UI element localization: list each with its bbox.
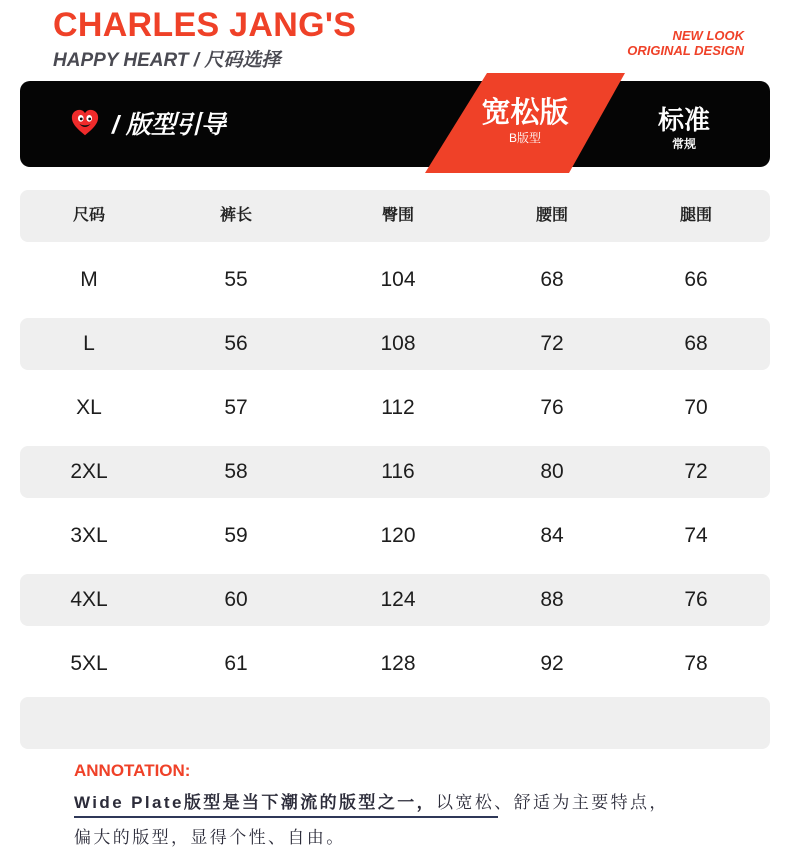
cell-hip: 104 — [380, 268, 416, 291]
fit-guide-label: / 版型引导 — [112, 111, 226, 139]
annotation-line-2: 偏大的版型，显得个性、自由。 — [74, 828, 346, 847]
table-row — [20, 446, 770, 498]
cell-waist: 76 — [540, 396, 564, 419]
size-table-header — [20, 190, 770, 242]
header-size: 尺码 — [72, 207, 105, 224]
cell-pants-length: 55 — [224, 268, 248, 291]
cell-waist: 68 — [540, 268, 564, 291]
cell-thigh: 78 — [684, 652, 708, 675]
annotation-underline — [74, 816, 498, 818]
tagline-line-1: NEW LOOK — [672, 28, 744, 43]
cell-size: 3XL — [70, 524, 108, 547]
fit-option-standard-label: 标准 — [657, 105, 710, 135]
table-blank-row — [20, 697, 770, 749]
cell-waist: 80 — [540, 460, 564, 483]
cell-thigh: 70 — [684, 396, 708, 419]
cell-thigh: 66 — [684, 268, 708, 291]
annotation-title: ANNOTATION: — [74, 761, 191, 780]
cell-hip: 120 — [380, 524, 416, 547]
table-row — [20, 574, 770, 626]
cell-pants-length: 59 — [224, 524, 248, 547]
annotation-line-1-rest: 以宽松、舒适为主要特点， — [436, 793, 669, 812]
cell-size: 4XL — [70, 588, 108, 611]
cell-thigh: 68 — [684, 332, 708, 355]
cell-size: M — [80, 268, 98, 291]
table-row — [20, 318, 770, 370]
fit-option-loose[interactable] — [425, 73, 625, 173]
header-waist: 腰围 — [535, 207, 568, 224]
cell-pants-length: 61 — [224, 652, 248, 675]
cell-hip: 116 — [381, 460, 415, 483]
header-pants-length: 裤长 — [219, 207, 252, 224]
cell-waist: 88 — [540, 588, 564, 611]
cell-size: 5XL — [70, 652, 108, 675]
cell-thigh: 72 — [684, 460, 708, 483]
cell-thigh: 76 — [684, 588, 708, 611]
header-thigh: 腿围 — [679, 207, 712, 224]
cell-hip: 108 — [380, 332, 416, 355]
table-row — [20, 382, 770, 434]
fit-option-standard-sub: 常规 — [671, 137, 696, 151]
annotation-lead: Wide Plate版型是当下潮流的版型之一， — [74, 793, 437, 812]
cell-hip: 112 — [381, 396, 415, 419]
cell-pants-length: 60 — [224, 588, 248, 611]
cell-hip: 128 — [380, 652, 416, 675]
table-row — [20, 510, 770, 562]
cell-pants-length: 57 — [224, 396, 248, 419]
cell-pants-length: 58 — [224, 460, 248, 483]
cell-size: XL — [76, 396, 102, 419]
brand-subtitle: HAPPY HEART / 尺码选择 — [53, 50, 281, 71]
cell-waist: 84 — [540, 524, 564, 547]
table-row — [20, 638, 770, 690]
cell-thigh: 74 — [684, 524, 708, 547]
brand-tagline — [627, 28, 744, 58]
tagline-line-2: ORIGINAL DESIGN — [627, 43, 744, 58]
cell-hip: 124 — [380, 588, 416, 611]
fit-option-loose-label: 宽松版 — [481, 97, 569, 129]
fit-guide-banner — [20, 81, 770, 167]
cell-waist: 72 — [540, 332, 564, 355]
cell-size: 2XL — [70, 460, 108, 483]
brand-title: CHARLES JANG'S — [53, 6, 357, 44]
fit-option-loose-sub: B版型 — [508, 131, 541, 145]
table-row — [20, 254, 770, 306]
cell-waist: 92 — [540, 652, 564, 675]
cell-size: L — [83, 332, 95, 355]
annotation-line-1 — [74, 788, 669, 813]
size-table — [20, 190, 770, 702]
header-hip: 臀围 — [381, 207, 414, 224]
happy-heart-icon — [70, 108, 100, 138]
cell-pants-length: 56 — [224, 332, 248, 355]
